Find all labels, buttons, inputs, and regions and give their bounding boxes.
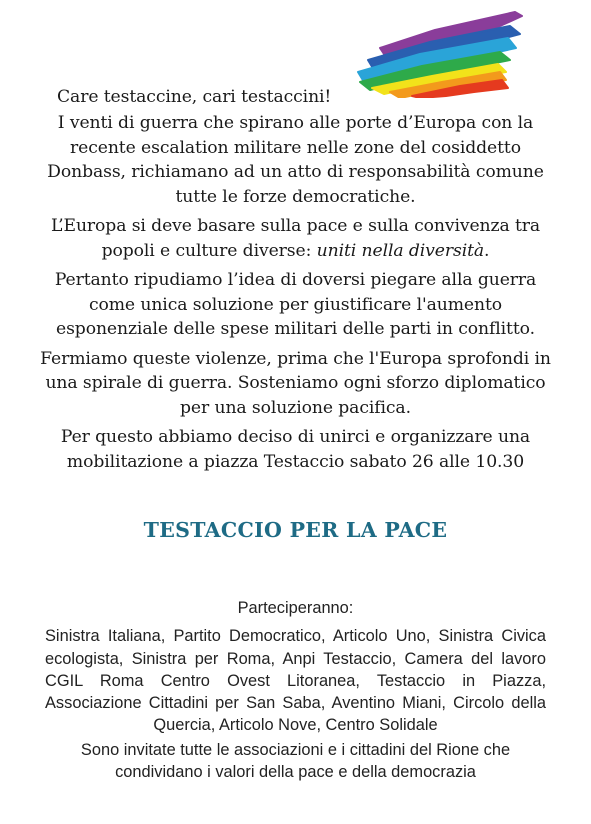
paragraph-repudiate-war: Pertanto ripudiamo l’idea di doversi piegare alla guerra come unica soluzione per giustificare l'aumento esponenziale delle spese militari delle parti in conflitto. (54, 270, 537, 339)
greeting: Care testaccine, cari testaccini! (57, 87, 332, 107)
paragraph-war-winds: I venti di guerra che spirano alle porte d’Europa con la recente escalation militare nelle zone del cosiddetto Donbass, richiamano ad un atto di responsabilità comune tutte le forze democratiche. (47, 113, 544, 207)
invitation-text: Sono invitate tutte le associazioni e i cittadini del Rione che condividano i valori della pace e della democrazia (80, 740, 511, 782)
paragraph-stop-violence: Fermiamo queste violenze, prima che l'Europa sprofondi in una spirale di guerra. Sosteniamo ogni sforzo diplomatico per una soluzione pacifica. (40, 348, 551, 418)
participants-section (45, 597, 546, 783)
motto-united-in-diversity: uniti nella diversità (316, 240, 485, 261)
participants-heading: Parteciperanno: (237, 599, 354, 617)
paragraph-europe-text: L’Europa si deve basare sulla pace e sulla convivenza tra popoli e culture diverse: (50, 216, 541, 261)
paragraph-mobilization: Per questo abbiamo deciso di unirci e organizzare una mobilitazione a piazza Testaccio sabato 26 alle 10.30 (60, 427, 531, 472)
message-body (40, 111, 551, 479)
paragraph-europe-peace (40, 214, 551, 263)
slogan-title: TESTACCIO PER LA PACE (143, 518, 448, 542)
paragraph-europe-end: . (484, 240, 490, 261)
participants-list: Sinistra Italiana, Partito Democratico, Articolo Uno, Sinistra Civica ecologista, Sinistra per Roma, Anpi Testaccio, Camera del lavoro CGIL Roma Centro Ovest Litoranea, Testaccio in Piazza, Associazione Cittadini per San Saba, Aventino Miani, Circolo della Quercia, Articolo Nove, Centro Solidale (45, 627, 546, 735)
